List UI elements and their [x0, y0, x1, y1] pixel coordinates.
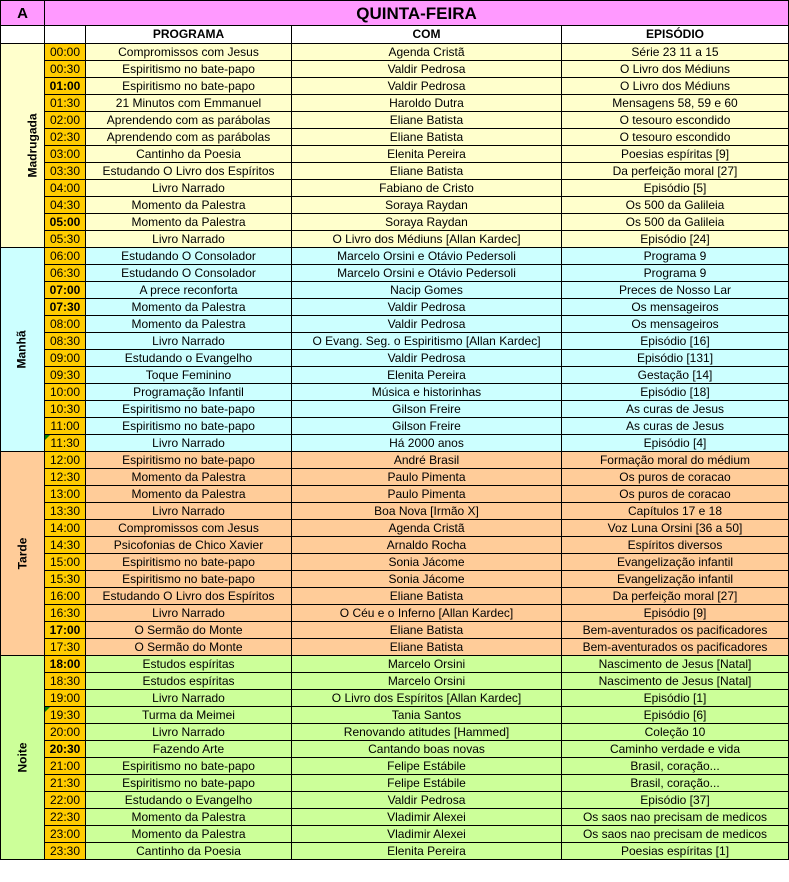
programa-cell: Momento da Palestra — [86, 809, 292, 826]
com-cell: Arnaldo Rocha — [292, 537, 562, 554]
programa-cell: Toque Feminino — [86, 367, 292, 384]
programa-cell: Estudos espíritas — [86, 673, 292, 690]
table-row — [1, 435, 789, 452]
table-row — [1, 129, 789, 146]
period-label-tarde — [1, 452, 45, 656]
episodio-cell: O Livro dos Médiuns — [562, 78, 789, 95]
table-row — [1, 180, 789, 197]
time-cell: 19:30 — [45, 707, 86, 724]
period-label-text: Noite — [15, 742, 29, 773]
table-row — [1, 690, 789, 707]
com-cell: Marcelo Orsini e Otávio Pedersoli — [292, 248, 562, 265]
programa-cell: Espiritismo no bate-papo — [86, 452, 292, 469]
programa-cell: Aprendendo com as parábolas — [86, 129, 292, 146]
episodio-cell: Episódio [9] — [562, 605, 789, 622]
com-cell: Nacip Gomes — [292, 282, 562, 299]
episodio-cell: Episódio [4] — [562, 435, 789, 452]
time-cell: 13:30 — [45, 503, 86, 520]
header-programa: PROGRAMA — [86, 26, 292, 44]
programa-cell: Espiritismo no bate-papo — [86, 78, 292, 95]
header-row — [1, 26, 789, 44]
table-row — [1, 231, 789, 248]
episodio-cell: O tesouro escondido — [562, 129, 789, 146]
episodio-cell: Brasil, coração... — [562, 758, 789, 775]
episodio-cell: As curas de Jesus — [562, 418, 789, 435]
episodio-cell: Poesias espíritas [1] — [562, 843, 789, 860]
episodio-cell: Episódio [6] — [562, 707, 789, 724]
table-row — [1, 112, 789, 129]
table-row — [1, 316, 789, 333]
time-cell: 22:00 — [45, 792, 86, 809]
time-cell: 07:00 — [45, 282, 86, 299]
episodio-cell: Série 23 11 a 15 — [562, 44, 789, 61]
episodio-cell: Episódio [16] — [562, 333, 789, 350]
table-row — [1, 588, 789, 605]
programa-cell: O Sermão do Monte — [86, 622, 292, 639]
table-row — [1, 758, 789, 775]
programa-cell: Psicofonias de Chico Xavier — [86, 537, 292, 554]
table-row — [1, 163, 789, 180]
table-row — [1, 843, 789, 860]
programa-cell: Estudando O Livro dos Espíritos — [86, 588, 292, 605]
com-cell: Valdir Pedrosa — [292, 792, 562, 809]
com-cell: Eliane Batista — [292, 622, 562, 639]
com-cell: Agenda Cristã — [292, 44, 562, 61]
table-row — [1, 673, 789, 690]
com-cell: Valdir Pedrosa — [292, 61, 562, 78]
time-cell: 15:30 — [45, 571, 86, 588]
programa-cell: Aprendendo com as parábolas — [86, 112, 292, 129]
programa-cell: Estudando o Evangelho — [86, 350, 292, 367]
period-label-text: Manhã — [14, 330, 29, 369]
programa-cell: Estudando o Evangelho — [86, 792, 292, 809]
time-cell: 15:00 — [45, 554, 86, 571]
table-row — [1, 401, 789, 418]
com-cell: Paulo Pimenta — [292, 486, 562, 503]
com-cell: Marcelo Orsini — [292, 656, 562, 673]
programa-cell: Livro Narrado — [86, 333, 292, 350]
programa-cell: Turma da Meimei — [86, 707, 292, 724]
table-row — [1, 605, 789, 622]
com-cell: Boa Nova [Irmão X] — [292, 503, 562, 520]
table-row — [1, 826, 789, 843]
com-cell: Eliane Batista — [292, 639, 562, 656]
com-cell: Valdir Pedrosa — [292, 299, 562, 316]
time-cell: 18:00 — [45, 656, 86, 673]
episodio-cell: Nascimento de Jesus [Natal] — [562, 656, 789, 673]
programa-cell: 21 Minutos com Emmanuel — [86, 95, 292, 112]
episodio-cell: Espíritos diversos — [562, 537, 789, 554]
episodio-cell: Bem-aventurados os pacificadores — [562, 622, 789, 639]
header-time-blank — [45, 26, 86, 44]
com-cell: Elenita Pereira — [292, 146, 562, 163]
com-cell: O Céu e o Inferno [Allan Kardec] — [292, 605, 562, 622]
time-cell: 17:00 — [45, 622, 86, 639]
time-cell: 17:30 — [45, 639, 86, 656]
programa-cell: Momento da Palestra — [86, 826, 292, 843]
episodio-cell: Episódio [18] — [562, 384, 789, 401]
time-cell: 23:30 — [45, 843, 86, 860]
episodio-cell: Os 500 da Galileia — [562, 197, 789, 214]
programa-cell: Momento da Palestra — [86, 214, 292, 231]
programa-cell: Estudando O Livro dos Espíritos — [86, 163, 292, 180]
header-com: COM — [292, 26, 562, 44]
episodio-cell: Episódio [5] — [562, 180, 789, 197]
table-row — [1, 724, 789, 741]
table-row — [1, 554, 789, 571]
time-cell: 01:00 — [45, 78, 86, 95]
programa-cell: Espiritismo no bate-papo — [86, 61, 292, 78]
episodio-cell: Os mensageiros — [562, 316, 789, 333]
time-cell: 14:30 — [45, 537, 86, 554]
programa-cell: Livro Narrado — [86, 724, 292, 741]
table-row — [1, 384, 789, 401]
table-row — [1, 537, 789, 554]
com-cell: Valdir Pedrosa — [292, 78, 562, 95]
programa-cell: Momento da Palestra — [86, 486, 292, 503]
episodio-cell: Os 500 da Galileia — [562, 214, 789, 231]
episodio-cell: Nascimento de Jesus [Natal] — [562, 673, 789, 690]
episodio-cell: Gestação [14] — [562, 367, 789, 384]
programa-cell: Espiritismo no bate-papo — [86, 401, 292, 418]
com-cell: Eliane Batista — [292, 588, 562, 605]
period-label-noite — [1, 656, 45, 860]
table-row — [1, 333, 789, 350]
com-cell: Felipe Estábile — [292, 775, 562, 792]
episodio-cell: O Livro dos Médiuns — [562, 61, 789, 78]
time-cell: 04:30 — [45, 197, 86, 214]
time-cell: 08:00 — [45, 316, 86, 333]
programa-cell: Estudando O Consolador — [86, 248, 292, 265]
day-title: QUINTA-FEIRA — [45, 1, 789, 26]
episodio-cell: Os saos nao precisam de medicos — [562, 826, 789, 843]
episodio-cell: Bem-aventurados os pacificadores — [562, 639, 789, 656]
com-cell: Tania Santos — [292, 707, 562, 724]
time-cell: 09:00 — [45, 350, 86, 367]
programa-cell: Fazendo Arte — [86, 741, 292, 758]
episodio-cell: Poesias espíritas [9] — [562, 146, 789, 163]
time-cell: 00:30 — [45, 61, 86, 78]
title-row — [1, 1, 789, 26]
table-row — [1, 282, 789, 299]
time-cell: 10:30 — [45, 401, 86, 418]
time-cell: 09:30 — [45, 367, 86, 384]
time-cell: 18:30 — [45, 673, 86, 690]
com-cell: Vladimir Alexei — [292, 826, 562, 843]
com-cell: Agenda Cristã — [292, 520, 562, 537]
header-blank — [1, 26, 45, 44]
com-cell: Gilson Freire — [292, 401, 562, 418]
programa-cell: Espiritismo no bate-papo — [86, 775, 292, 792]
table-row — [1, 299, 789, 316]
com-cell: Sonia Jácome — [292, 554, 562, 571]
episodio-cell: Capítulos 17 e 18 — [562, 503, 789, 520]
programa-cell: Livro Narrado — [86, 435, 292, 452]
programa-cell: Espiritismo no bate-papo — [86, 554, 292, 571]
time-cell: 21:00 — [45, 758, 86, 775]
time-cell: 00:00 — [45, 44, 86, 61]
com-cell: Eliane Batista — [292, 129, 562, 146]
time-cell: 22:30 — [45, 809, 86, 826]
period-label-text: Tarde — [14, 537, 29, 570]
episodio-cell: Caminho verdade e vida — [562, 741, 789, 758]
table-row — [1, 78, 789, 95]
episodio-cell: Programa 9 — [562, 265, 789, 282]
episodio-cell: Episódio [24] — [562, 231, 789, 248]
episodio-cell: Brasil, coração... — [562, 775, 789, 792]
table-row — [1, 520, 789, 537]
table-row — [1, 741, 789, 758]
com-cell: Valdir Pedrosa — [292, 350, 562, 367]
episodio-cell: Episódio [131] — [562, 350, 789, 367]
table-row — [1, 248, 789, 265]
table-row — [1, 350, 789, 367]
time-cell: 06:30 — [45, 265, 86, 282]
episodio-cell: Voz Luna Orsini [36 a 50] — [562, 520, 789, 537]
com-cell: Sonia Jácome — [292, 571, 562, 588]
episodio-cell: Episódio [37] — [562, 792, 789, 809]
programa-cell: Espiritismo no bate-papo — [86, 758, 292, 775]
com-cell: Marcelo Orsini — [292, 673, 562, 690]
table-row — [1, 775, 789, 792]
time-cell: 23:00 — [45, 826, 86, 843]
time-cell: 02:00 — [45, 112, 86, 129]
programa-cell: Cantinho da Poesia — [86, 843, 292, 860]
table-row — [1, 792, 789, 809]
time-cell: 10:00 — [45, 384, 86, 401]
com-cell: Fabiano de Cristo — [292, 180, 562, 197]
com-cell: Cantando boas novas — [292, 741, 562, 758]
table-row — [1, 61, 789, 78]
time-cell: 20:30 — [45, 741, 86, 758]
time-cell: 11:30 — [45, 435, 86, 452]
episodio-cell: Os puros de coracao — [562, 486, 789, 503]
programa-cell: Compromissos com Jesus — [86, 520, 292, 537]
time-cell: 04:00 — [45, 180, 86, 197]
episodio-cell: Evangelização infantil — [562, 571, 789, 588]
com-cell: O Evang. Seg. o Espiritismo [Allan Kardec] — [292, 333, 562, 350]
programa-cell: Programação Infantil — [86, 384, 292, 401]
com-cell: Felipe Estábile — [292, 758, 562, 775]
episodio-cell: Coleção 10 — [562, 724, 789, 741]
episodio-cell: Os puros de coracao — [562, 469, 789, 486]
episodio-cell: Da perfeição moral [27] — [562, 163, 789, 180]
episodio-cell: Da perfeição moral [27] — [562, 588, 789, 605]
programa-cell: Livro Narrado — [86, 231, 292, 248]
programa-cell: Livro Narrado — [86, 605, 292, 622]
episodio-cell: Mensagens 58, 59 e 60 — [562, 95, 789, 112]
episodio-cell: Formação moral do médium — [562, 452, 789, 469]
episodio-cell: Programa 9 — [562, 248, 789, 265]
period-label-text: Madrugada — [25, 113, 40, 178]
table-row — [1, 265, 789, 282]
com-cell: Renovando atitudes [Hammed] — [292, 724, 562, 741]
time-cell: 11:00 — [45, 418, 86, 435]
table-row — [1, 418, 789, 435]
table-row — [1, 469, 789, 486]
com-cell: Marcelo Orsini e Otávio Pedersoli — [292, 265, 562, 282]
time-cell: 06:00 — [45, 248, 86, 265]
corner-label: A — [1, 1, 45, 26]
table-row — [1, 503, 789, 520]
table-row — [1, 571, 789, 588]
table-row — [1, 197, 789, 214]
time-cell: 03:30 — [45, 163, 86, 180]
period-label-madrugada — [1, 44, 45, 248]
com-cell: O Livro dos Médiuns [Allan Kardec] — [292, 231, 562, 248]
com-cell: O Livro dos Espíritos [Allan Kardec] — [292, 690, 562, 707]
com-cell: Há 2000 anos — [292, 435, 562, 452]
table-row — [1, 367, 789, 384]
programa-cell: Espiritismo no bate-papo — [86, 571, 292, 588]
com-cell: Paulo Pimenta — [292, 469, 562, 486]
table-row — [1, 656, 789, 673]
table-row — [1, 707, 789, 724]
com-cell: Valdir Pedrosa — [292, 316, 562, 333]
programa-cell: Momento da Palestra — [86, 299, 292, 316]
episodio-cell: Os saos nao precisam de medicos — [562, 809, 789, 826]
episodio-cell: As curas de Jesus — [562, 401, 789, 418]
programa-cell: Livro Narrado — [86, 180, 292, 197]
header-episodio: EPISÓDIO — [562, 26, 789, 44]
programa-cell: Momento da Palestra — [86, 316, 292, 333]
com-cell: Eliane Batista — [292, 112, 562, 129]
table-row — [1, 452, 789, 469]
time-cell: 16:00 — [45, 588, 86, 605]
programa-cell: Compromissos com Jesus — [86, 44, 292, 61]
time-cell: 13:00 — [45, 486, 86, 503]
com-cell: Elenita Pereira — [292, 367, 562, 384]
table-row — [1, 44, 789, 61]
table-row — [1, 486, 789, 503]
programa-cell: Livro Narrado — [86, 690, 292, 707]
table-row — [1, 146, 789, 163]
programa-cell: O Sermão do Monte — [86, 639, 292, 656]
com-cell: Vladimir Alexei — [292, 809, 562, 826]
time-cell: 05:00 — [45, 214, 86, 231]
time-cell: 03:00 — [45, 146, 86, 163]
time-cell: 12:30 — [45, 469, 86, 486]
table-row — [1, 214, 789, 231]
time-cell: 07:30 — [45, 299, 86, 316]
programa-cell: Momento da Palestra — [86, 197, 292, 214]
time-cell: 21:30 — [45, 775, 86, 792]
programa-cell: Livro Narrado — [86, 503, 292, 520]
time-cell: 05:30 — [45, 231, 86, 248]
time-cell: 19:00 — [45, 690, 86, 707]
com-cell: André Brasil — [292, 452, 562, 469]
com-cell: Eliane Batista — [292, 163, 562, 180]
table-row — [1, 622, 789, 639]
programa-cell: Espiritismo no bate-papo — [86, 418, 292, 435]
episodio-cell: Episódio [1] — [562, 690, 789, 707]
table-row — [1, 639, 789, 656]
time-cell: 16:30 — [45, 605, 86, 622]
time-cell: 01:30 — [45, 95, 86, 112]
time-cell: 12:00 — [45, 452, 86, 469]
com-cell: Gilson Freire — [292, 418, 562, 435]
com-cell: Soraya Raydan — [292, 214, 562, 231]
time-cell: 20:00 — [45, 724, 86, 741]
episodio-cell: O tesouro escondido — [562, 112, 789, 129]
time-cell: 08:30 — [45, 333, 86, 350]
table-row — [1, 809, 789, 826]
table-row — [1, 95, 789, 112]
programa-cell: Cantinho da Poesia — [86, 146, 292, 163]
time-cell: 02:30 — [45, 129, 86, 146]
programa-cell: Estudando O Consolador — [86, 265, 292, 282]
time-cell: 14:00 — [45, 520, 86, 537]
com-cell: Elenita Pereira — [292, 843, 562, 860]
episodio-cell: Preces de Nosso Lar — [562, 282, 789, 299]
episodio-cell: Evangelização infantil — [562, 554, 789, 571]
com-cell: Música e historinhas — [292, 384, 562, 401]
com-cell: Haroldo Dutra — [292, 95, 562, 112]
programa-cell: A prece reconforta — [86, 282, 292, 299]
episodio-cell: Os mensageiros — [562, 299, 789, 316]
com-cell: Soraya Raydan — [292, 197, 562, 214]
programa-cell: Estudos espíritas — [86, 656, 292, 673]
period-label-manha — [1, 248, 45, 452]
programa-cell: Momento da Palestra — [86, 469, 292, 486]
